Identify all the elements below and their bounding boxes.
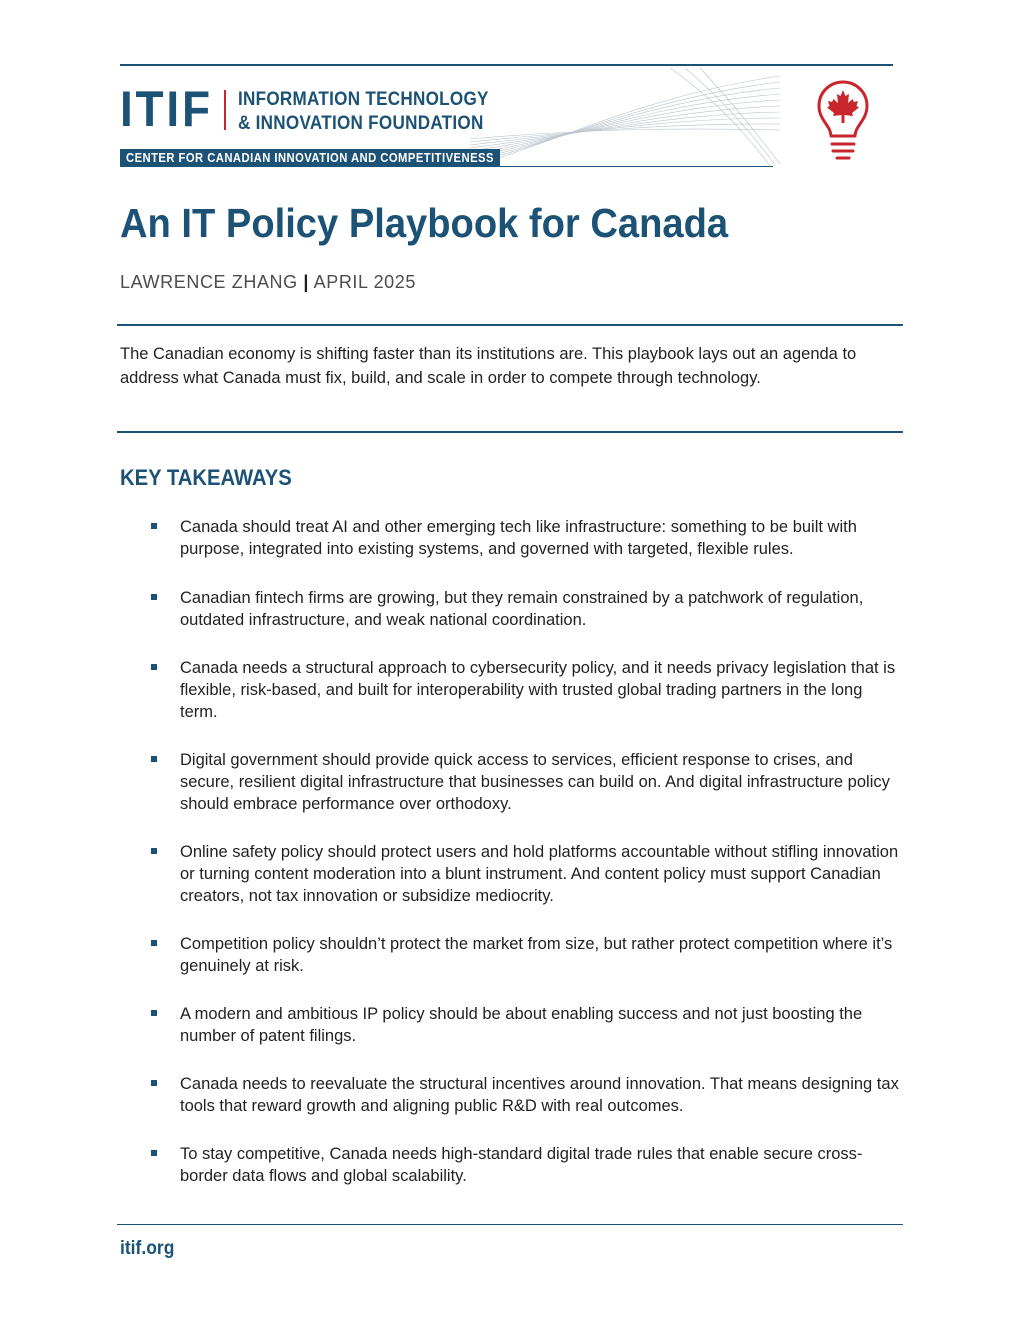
bullet-square-icon	[151, 594, 157, 600]
takeaway-text: Canada needs a structural approach to cybersecurity policy, and it needs privacy legislation that is flexible, risk-based, and built for interoperability with trusted global trading partners in the long term.	[180, 659, 896, 721]
summary-text: The Canadian economy is shifting faster than its institutions are. This playbook lays out an agenda to address what Canada must fix, build, and scale in order to compete through technology.	[120, 345, 857, 387]
bullet-square-icon	[151, 1150, 157, 1156]
key-takeaways-heading: KEY TAKEAWAYS	[120, 465, 292, 490]
takeaway-text: Canada needs to reevaluate the structural incentives around innovation. That means designing tax tools that reward growth and aligning public R&D with real outcomes.	[180, 1075, 899, 1115]
takeaway-text: Online safety policy should protect users and hold platforms accountable without stifling innovation or turning content moderation into a blunt instrument. And content policy must support Canadian creators, not tax innovation or subsidize mediocrity.	[180, 843, 899, 905]
summary-bottom-rule	[117, 431, 903, 433]
byline-separator: |	[303, 272, 309, 292]
bullet-square-icon	[151, 940, 157, 946]
publication-date: APRIL 2025	[313, 272, 417, 292]
center-name: CENTER FOR CANADIAN INNOVATION AND COMPETITIVENESS	[126, 151, 494, 165]
takeaway-text: Competition policy shouldn’t protect the market from size, but rather protect competition where it’s genuinely at risk.	[180, 935, 893, 975]
takeaway-text: To stay competitive, Canada needs high-standard digital trade rules that enable secure cross-border data flows and global scalability.	[180, 1145, 863, 1185]
takeaway-text: Canadian fintech firms are growing, but they remain constrained by a patchwork of regulation, outdated infrastructure, and weak national coordination.	[180, 589, 864, 629]
maple-leaf-lightbulb-icon	[814, 78, 872, 166]
footer-website-link[interactable]: itif.org	[120, 1238, 175, 1259]
author: LAWRENCE ZHANG	[120, 272, 298, 292]
bullet-square-icon	[151, 756, 157, 762]
decorative-wave-lines	[470, 66, 780, 168]
banner-underline	[500, 166, 773, 167]
takeaway-text: Digital government should provide quick access to services, efficient response to crises, and secure, resilient digital infrastructure that businesses can build on. And digital infrastructure policy should embrace performance over orthodoxy.	[180, 751, 890, 813]
bullet-square-icon	[151, 1080, 157, 1086]
bullet-square-icon	[151, 523, 157, 529]
bullet-square-icon	[151, 1010, 157, 1016]
byline	[120, 270, 416, 294]
footer-rule	[117, 1224, 903, 1225]
org-name-line1: INFORMATION TECHNOLOGY	[238, 89, 489, 110]
logo-divider	[224, 90, 226, 130]
org-name-line2: & INNOVATION FOUNDATION	[238, 113, 484, 134]
takeaway-text: A modern and ambitious IP policy should be about enabling success and not just boosting the number of patent filings.	[180, 1005, 863, 1045]
page-title: An IT Policy Playbook for Canada	[120, 200, 729, 246]
summary-top-rule	[117, 324, 903, 326]
bullet-square-icon	[151, 664, 157, 670]
bullet-square-icon	[151, 848, 157, 854]
itif-logo: ITIF	[120, 81, 213, 137]
takeaway-text: Canada should treat AI and other emerging tech like infrastructure: something to be built with purpose, integrated into existing systems, and governed with targeted, flexible rules.	[180, 518, 857, 558]
